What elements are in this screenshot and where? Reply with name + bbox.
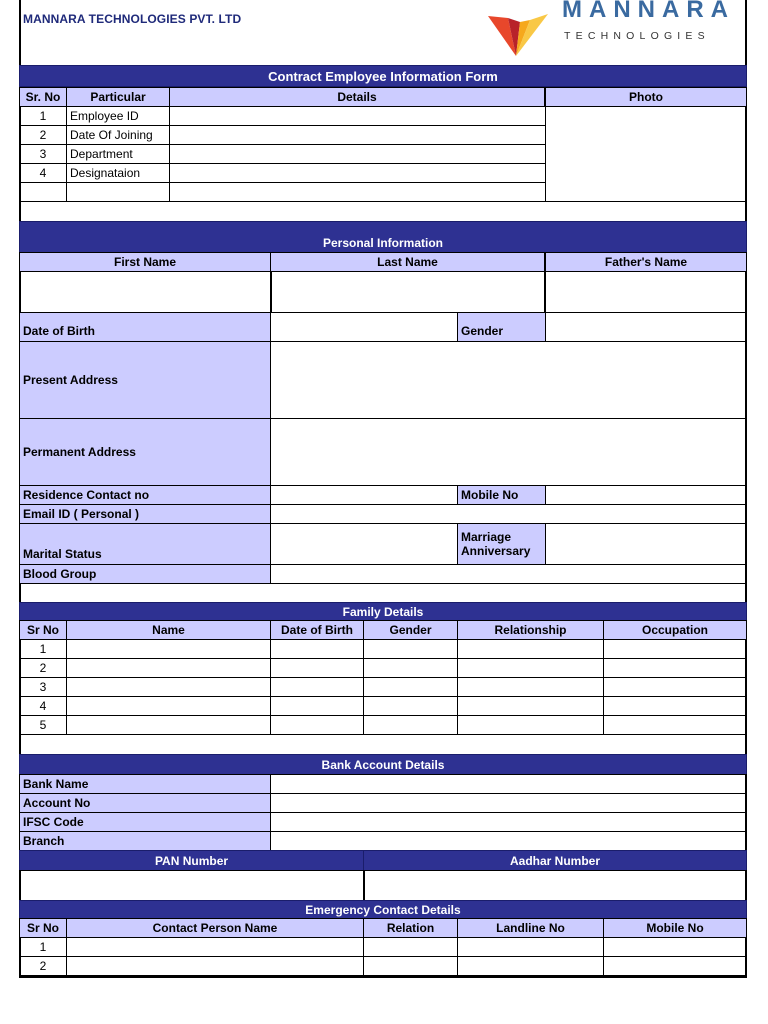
spacer-row <box>19 201 747 222</box>
designation-field[interactable] <box>169 163 546 183</box>
personal-title: Personal Information <box>19 221 747 253</box>
department-field[interactable] <box>169 144 546 164</box>
col-header-photo: Photo <box>545 87 747 107</box>
last-name-label: Last Name <box>270 252 546 272</box>
account-no-label: Account No <box>19 793 271 813</box>
bank-name-field[interactable] <box>270 774 747 794</box>
family-row-no: 2 <box>19 658 67 678</box>
family-cell[interactable] <box>66 696 271 716</box>
fathers-name-label: Father's Name <box>545 252 747 272</box>
marriage-anniversary-label <box>457 523 546 565</box>
emergency-cell[interactable] <box>603 937 747 957</box>
email-field[interactable] <box>270 504 747 524</box>
family-col-gender: Gender <box>363 620 458 640</box>
mobile-field[interactable] <box>545 485 747 505</box>
marriage-anniversary-line2: Anniversary <box>461 544 531 558</box>
family-cell[interactable] <box>270 696 364 716</box>
emergency-col-contact-name: Contact Person Name <box>66 918 364 938</box>
family-cell[interactable] <box>457 696 604 716</box>
aadhar-label: Aadhar Number <box>363 850 747 871</box>
contract-row-no: 3 <box>19 144 67 164</box>
gender-field[interactable] <box>545 312 747 342</box>
company-logo <box>478 0 735 60</box>
first-name-label: First Name <box>19 252 271 272</box>
residence-contact-field[interactable] <box>270 485 458 505</box>
aadhar-field[interactable] <box>363 870 747 901</box>
emergency-col-mobile: Mobile No <box>603 918 747 938</box>
residence-contact-label: Residence Contact no <box>19 485 271 505</box>
contract-row-label: Department <box>66 144 170 164</box>
family-row-no: 5 <box>19 715 67 735</box>
family-cell[interactable] <box>66 715 271 735</box>
present-address-label: Present Address <box>19 341 271 419</box>
contract-row-no: 4 <box>19 163 67 183</box>
family-col-occupation: Occupation <box>603 620 747 640</box>
family-cell[interactable] <box>270 677 364 697</box>
company-name: MANNARA TECHNOLOGIES PVT. LTD <box>23 12 242 26</box>
family-cell[interactable] <box>457 677 604 697</box>
emergency-col-relation: Relation <box>363 918 458 938</box>
emergency-cell[interactable] <box>457 956 604 976</box>
family-cell[interactable] <box>66 677 271 697</box>
blood-group-field[interactable] <box>270 564 747 584</box>
family-cell[interactable] <box>363 658 458 678</box>
pan-field[interactable] <box>19 870 364 901</box>
family-col-name: Name <box>66 620 271 640</box>
family-cell[interactable] <box>363 696 458 716</box>
family-col-srno: Sr No <box>19 620 67 640</box>
pan-label: PAN Number <box>19 850 364 871</box>
mobile-label: Mobile No <box>457 485 546 505</box>
marital-status-label: Marital Status <box>19 523 271 565</box>
family-cell[interactable] <box>270 715 364 735</box>
contract-row-label: Employee ID <box>66 106 170 126</box>
family-cell[interactable] <box>270 658 364 678</box>
emergency-col-landline: Landline No <box>457 918 604 938</box>
family-cell[interactable] <box>457 639 604 659</box>
emergency-row-no: 1 <box>19 937 67 957</box>
bank-title: Bank Account Details <box>19 754 747 775</box>
emergency-row-no: 2 <box>19 956 67 976</box>
contract-row-label: Date Of Joining <box>66 125 170 145</box>
employee-id-field[interactable] <box>169 106 546 126</box>
account-no-field[interactable] <box>270 793 747 813</box>
dob-field[interactable] <box>270 312 458 342</box>
extra-detail-field[interactable] <box>169 182 546 202</box>
emergency-cell[interactable] <box>603 956 747 976</box>
family-cell[interactable] <box>603 696 747 716</box>
family-cell[interactable] <box>363 639 458 659</box>
form-bottom-border <box>19 976 747 978</box>
emergency-cell[interactable] <box>66 956 364 976</box>
family-cell[interactable] <box>66 639 271 659</box>
logo-subtitle: TECHNOLOGIES <box>564 30 710 42</box>
branch-field[interactable] <box>270 831 747 851</box>
col-header-details: Details <box>169 87 546 107</box>
date-of-joining-field[interactable] <box>169 125 546 145</box>
spacer-row <box>19 583 747 603</box>
last-name-field[interactable] <box>270 271 546 313</box>
col-header-srno: Sr. No <box>19 87 67 107</box>
blood-group-label: Blood Group <box>19 564 271 584</box>
family-cell[interactable] <box>603 715 747 735</box>
marital-status-field[interactable] <box>270 523 458 565</box>
marriage-anniversary-field[interactable] <box>545 523 747 565</box>
family-cell[interactable] <box>270 639 364 659</box>
family-cell[interactable] <box>603 658 747 678</box>
family-cell[interactable] <box>457 715 604 735</box>
logo-mark-icon <box>486 12 550 58</box>
col-header-particular: Particular <box>66 87 170 107</box>
branch-label: Branch <box>19 831 271 851</box>
family-cell[interactable] <box>603 677 747 697</box>
email-label: Email ID ( Personal ) <box>19 504 271 524</box>
photo-box[interactable] <box>545 106 747 202</box>
family-row-no: 3 <box>19 677 67 697</box>
contract-row-label <box>66 182 170 202</box>
family-cell[interactable] <box>603 639 747 659</box>
family-col-relationship: Relationship <box>457 620 604 640</box>
bank-name-label: Bank Name <box>19 774 271 794</box>
ifsc-label: IFSC Code <box>19 812 271 832</box>
contract-row-label: Designataion <box>66 163 170 183</box>
emergency-cell[interactable] <box>66 937 364 957</box>
fathers-name-field[interactable] <box>545 271 747 313</box>
present-address-field[interactable] <box>270 341 747 419</box>
family-cell[interactable] <box>363 677 458 697</box>
logo-wordmark: MANNARA <box>562 0 735 23</box>
dob-label: Date of Birth <box>19 312 271 342</box>
contract-row-no: 2 <box>19 125 67 145</box>
contract-title: Contract Employee Information Form <box>19 65 747 87</box>
marriage-anniversary-line1: Marriage <box>461 530 512 544</box>
family-cell[interactable] <box>457 658 604 678</box>
emergency-col-srno: Sr No <box>19 918 67 938</box>
contract-row-no <box>19 182 67 202</box>
family-row-no: 1 <box>19 639 67 659</box>
family-col-dob: Date of Birth <box>270 620 364 640</box>
ifsc-field[interactable] <box>270 812 747 832</box>
gender-label: Gender <box>457 312 546 342</box>
permanent-address-label: Permanent Address <box>19 418 271 486</box>
family-cell[interactable] <box>363 715 458 735</box>
emergency-title: Emergency Contact Details <box>19 900 747 919</box>
contract-row-no: 1 <box>19 106 67 126</box>
family-row-no: 4 <box>19 696 67 716</box>
emergency-cell[interactable] <box>363 937 458 957</box>
family-cell[interactable] <box>66 658 271 678</box>
permanent-address-field[interactable] <box>270 418 747 486</box>
emergency-cell[interactable] <box>363 956 458 976</box>
spacer-row <box>19 734 747 755</box>
family-title: Family Details <box>19 602 747 621</box>
emergency-cell[interactable] <box>457 937 604 957</box>
first-name-field[interactable] <box>19 271 271 313</box>
